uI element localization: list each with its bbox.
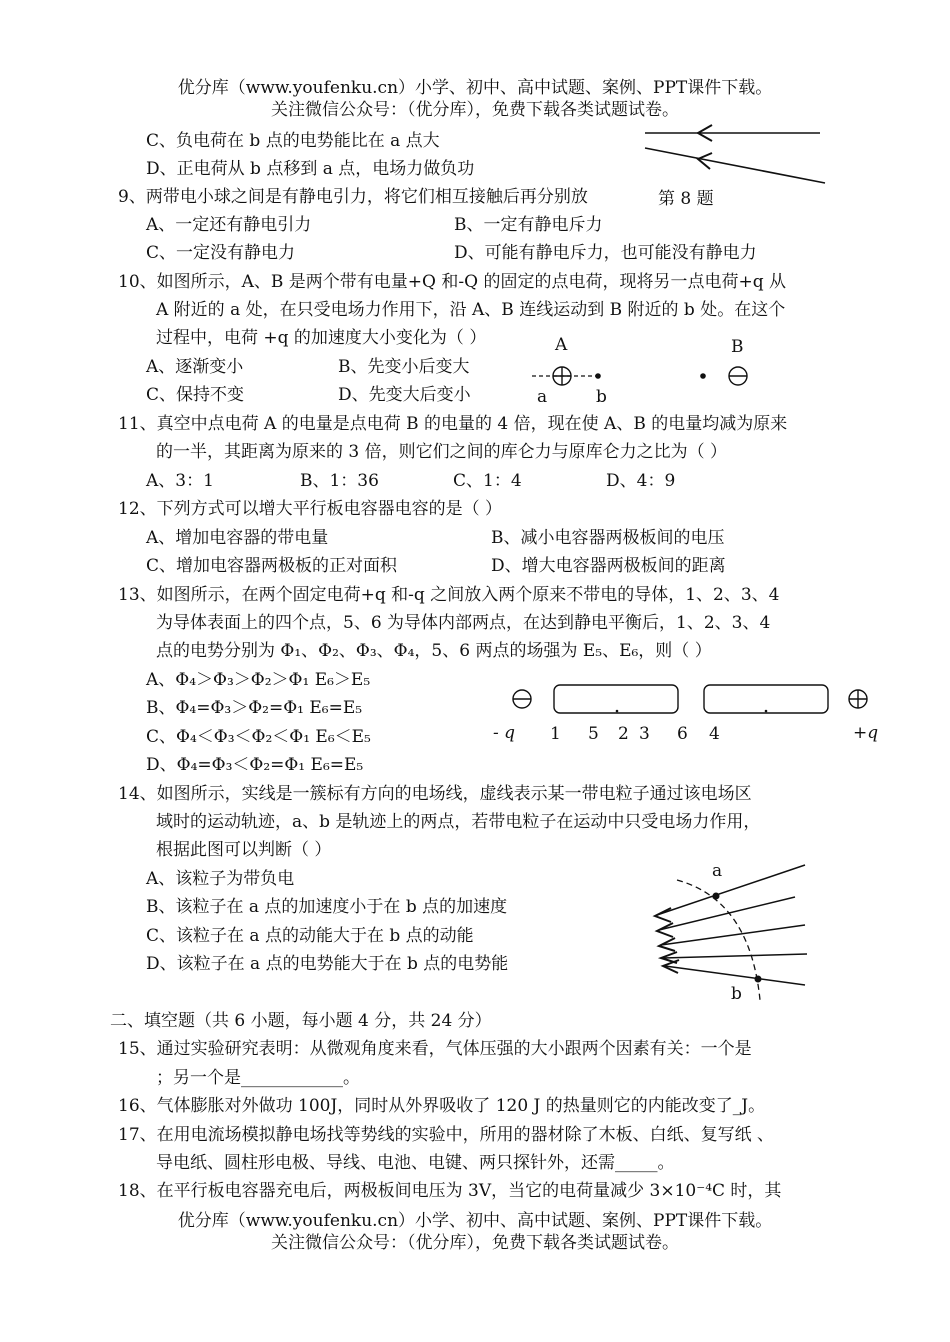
- q13-option-c: C、Φ₄＜Φ₃＜Φ₂＜Φ₁ E₆＜E₅: [146, 727, 371, 747]
- q14-stem-2: 域时的运动轨迹，a、b 是轨迹上的两点，若带电粒子在运动中只受电场力作用，: [156, 812, 761, 832]
- header-line-1: 优分库（www.youfenku.cn）小学、初中、高中试题、案例、PPT课件下载。: [177, 78, 773, 98]
- q10-option-d: D、先变大后变小: [338, 385, 471, 405]
- q10-option-a: A、逐渐变小: [146, 357, 244, 377]
- q10-option-b: B、先变小后变大: [338, 357, 470, 377]
- q11-option-d: D、4：9: [606, 471, 676, 491]
- q8-option-c: C、负电荷在 b 点的电势能比在 a 点大: [146, 131, 440, 151]
- q8-figure: [640, 118, 830, 188]
- q13-stem-2: 为导体表面上的四个点，5、6 为导体内部两点，在达到静电平衡后，1、2、3、4: [156, 613, 771, 633]
- q18-stem: 18、在平行板电容器充电后，两极板间电压为 3V，当它的电荷量减少 3×10⁻⁴C 时，其: [118, 1181, 782, 1201]
- q13-point-label-6: 6: [677, 724, 688, 744]
- q13-stem-1: 13、如图所示，在两个固定电荷+q 和-q 之间放入两个原来不带电的导体，1、2、3、4: [118, 585, 780, 605]
- q14-stem-3: 根据此图可以判断（ ）: [156, 840, 332, 860]
- q12-option-c: C、增加电容器两极板的正对面积: [146, 556, 398, 576]
- q12-option-b: B、减小电容器两极板间的电压: [491, 528, 725, 548]
- q8-option-d: D、正电荷从 b 点移到 a 点，电场力做负功: [146, 159, 475, 179]
- q10-stem-3: 过程中，电荷 +q 的加速度大小变化为（ ）: [156, 328, 487, 348]
- q13-point-label-4: 4: [709, 724, 720, 744]
- q13-point-label-5: 5: [588, 724, 599, 744]
- q10-stem-2: A 附近的 a 处，在只受电场力作用下，沿 A、B 连线运动到 B 附近的 b 处。在这个: [156, 300, 786, 320]
- q12-option-d: D、增大电容器两极板间的距离: [491, 556, 726, 576]
- q9-option-d: D、可能有静电斥力，也可能没有静电力: [454, 243, 757, 263]
- q13-point-label-2: 2: [618, 724, 629, 744]
- q16-stem: 16、气体膨胀对外做功 100J，同时从外界吸收了 120 J 的热量则它的内能改变了_J。: [118, 1096, 766, 1116]
- q14-label-a: a: [712, 861, 723, 881]
- q11-option-a: A、3：1: [146, 471, 214, 491]
- q14-label-b: b: [731, 984, 742, 1004]
- q13-figure: [505, 680, 875, 720]
- q14-field-line-4: [663, 954, 807, 958]
- q14-field-line-2: [659, 897, 795, 930]
- q14-option-a: A、该粒子为带负电: [146, 869, 295, 889]
- header-line-2: 关注微信公众号：（优分库），免费下载各类试题试卷。: [271, 100, 679, 120]
- q10-label-b-charge: B: [731, 337, 744, 357]
- q11-stem-2: 的一半，其距离为原来的 3 倍，则它们之间的库仑力与原库仑力之比为（ ）: [156, 442, 728, 462]
- q12-stem: 12、下列方式可以增大平行板电容器电容的是（ ）: [118, 499, 503, 519]
- q14-field-line-3: [661, 925, 805, 945]
- q14-option-b: B、该粒子在 a 点的加速度小于在 b 点的加速度: [146, 897, 508, 917]
- q9-option-a: A、一定还有静电引力: [146, 215, 312, 235]
- q14-option-c: C、该粒子在 a 点的动能大于在 b 点的动能: [146, 926, 474, 946]
- q9-option-b: B、一定有静电斥力: [454, 215, 603, 235]
- q17-stem-2: 导电纸、圆柱形电极、导线、电池、电键、两只探针外，还需_____。: [156, 1153, 675, 1173]
- q10-option-c: C、保持不变: [146, 385, 245, 405]
- q11-stem-1: 11、真空中点电荷 A 的电量是点电荷 B 的电量的 4 倍，现在使 A、B 的电量均减为原来: [118, 414, 788, 434]
- q12-option-a: A、增加电容器的带电量: [146, 528, 329, 548]
- q17-stem-1: 17、在用电流场模拟静电场找等势线的实验中，所用的器材除了木板、白纸、复写纸 、: [118, 1125, 775, 1145]
- q11-option-b: B、1：36: [300, 471, 379, 491]
- q15-stem-2: ；另一个是____________。: [156, 1068, 360, 1088]
- footer-line-2: 关注微信公众号：（优分库），免费下载各类试题试卷。: [271, 1233, 679, 1253]
- q13-left-charge-label: - q: [493, 723, 516, 743]
- q13-point-label-1: 1: [550, 724, 561, 744]
- q13-point-5-dot: [616, 710, 619, 713]
- q10-left-dot: [700, 373, 706, 379]
- q13-stem-3: 点的电势分别为 Φ₁、Φ₂、Φ₃、Φ₄，5、6 两点的场强为 E₅、E₆，则（ ）: [156, 641, 712, 661]
- q10-label-point-a: a: [537, 387, 548, 407]
- q14-stem-1: 14、如图所示，实线是一簇标有方向的电场线，虚线表示某一带电粒子通过该电场区: [118, 784, 752, 804]
- q13-option-a: A、Φ₄＞Φ₃＞Φ₂＞Φ₁ E₆＞E₅: [146, 670, 371, 690]
- q11-option-c: C、1：4: [453, 471, 522, 491]
- q13-point-6-dot: [765, 710, 768, 713]
- q13-point-label-3: 3: [639, 724, 650, 744]
- q8-field-line-2: [645, 148, 825, 183]
- q10-stem-1: 10、如图所示，A、B 是两个带有电量+Q 和-Q 的固定的点电荷，现将另一点电荷+q 从: [118, 272, 787, 292]
- q10-figure: [528, 360, 758, 396]
- q13-right-charge-label: +q: [853, 723, 879, 743]
- q9-option-c: C、一定没有静电力: [146, 243, 296, 263]
- q13-right-conductor: [704, 685, 828, 713]
- q13-left-conductor: [554, 685, 678, 713]
- q14-point-a: [713, 893, 720, 900]
- q15-stem-1: 15、通过实验研究表明：从微观角度来看，气体压强的大小跟两个因素有关：一个是: [118, 1039, 752, 1059]
- q8-figure-label: 第 8 题: [658, 189, 714, 209]
- q13-option-d: D、Φ₄=Φ₃＜Φ₂=Φ₁ E₆=E₅: [146, 755, 364, 775]
- q14-option-d: D、该粒子在 a 点的电势能大于在 b 点的电势能: [146, 954, 509, 974]
- footer-line-1: 优分库（www.youfenku.cn）小学、初中、高中试题、案例、PPT课件下载。: [177, 1211, 773, 1231]
- section-2-title: 二、填空题（共 6 小题，每小题 4 分，共 24 分）: [110, 1011, 492, 1031]
- q13-option-b: B、Φ₄=Φ₃＞Φ₂=Φ₁ E₆=E₅: [146, 698, 363, 718]
- q9-stem: 9、两带电小球之间是有静电引力，将它们相互接触后再分别放: [118, 187, 588, 207]
- q10-label-point-b: b: [596, 387, 607, 407]
- q14-field-line-1: [657, 865, 805, 915]
- q10-label-a-charge: A: [555, 335, 568, 355]
- q10-point-b-dot: [595, 373, 601, 379]
- q14-point-b: [755, 976, 762, 983]
